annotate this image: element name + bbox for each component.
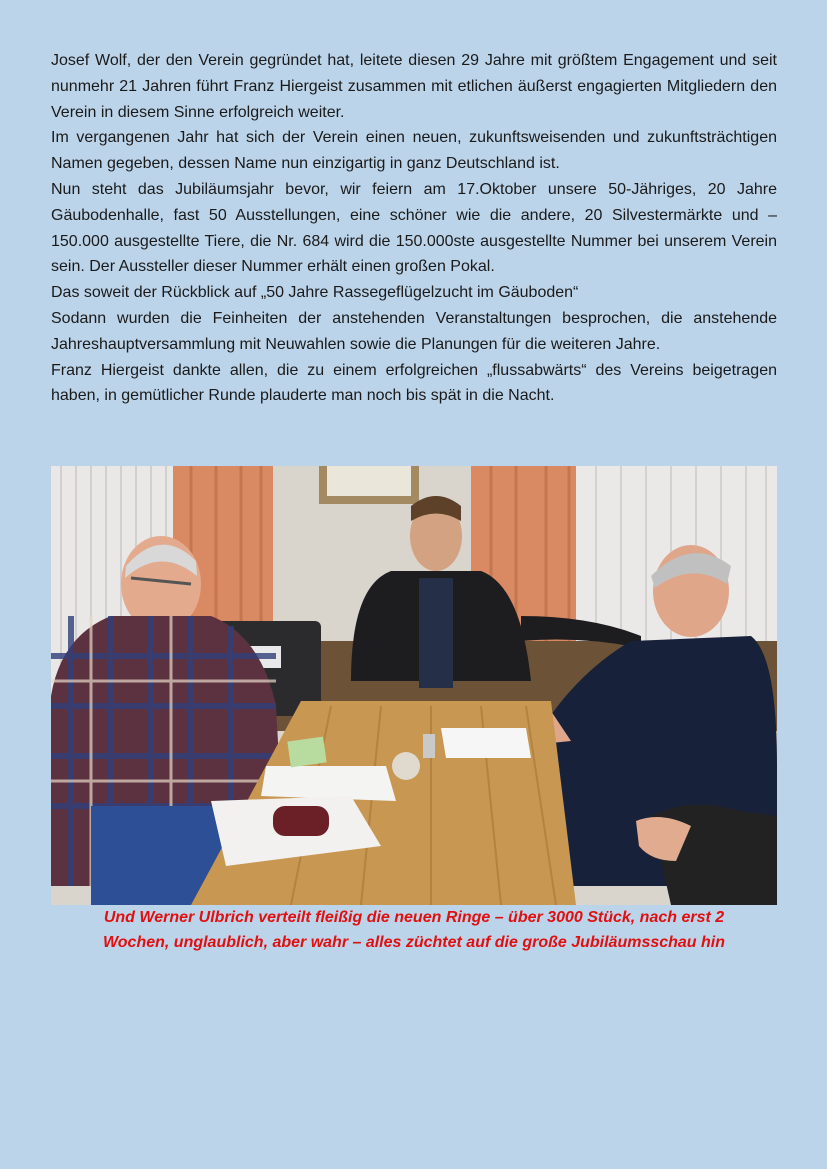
note-paper [287,737,326,768]
meeting-photo-illustration [51,466,777,905]
caption-line-1: Und Werner Ulbrich verteilt fleißig die neuen Ringe – über 3000 Stück, nach erst 2 [103,909,725,926]
glasses-case [273,806,329,836]
glass [392,752,420,780]
paragraph-new-name: Im vergangenen Jahr hat sich der Verein einen neuen, zukunftsweisenden und zukunftsträchtigen Namen gegeben, dessen Name nun einzigartig in ganz Deutschland ist. [51,129,777,173]
papers [261,766,396,801]
paragraph-events: Sodann wurden die Feinheiten der anstehenden Veranstaltungen besprochen, die anstehende Jahreshauptversammlung mit Neuwahlen sowie die Planungen für die weiteren Jahre. [51,309,777,353]
paragraph-founder: Josef Wolf, der den Verein gegründet hat, leitete diesen 29 Jahre mit größtem Engagement und seit nunmehr 21 Jahren führt Franz Hiergeist zusammen mit etlichen äußerst engagierten Mitgliedern den Verein in diesem Sinne erfolgreich weiter. [51,52,777,121]
paragraph-thanks: Franz Hiergeist dankte allen, die zu einem erfolgreichen „flussabwärts“ des Vereins beigetragen haben, in gemütlicher Runde plauderte man noch bis spät in die Nacht. [51,361,777,405]
paragraph-review: Das soweit der Rückblick auf „50 Jahre Rassegeflügelzucht im Gäuboden“ [51,284,579,302]
meeting-photo [51,466,777,905]
photo-caption [51,906,777,955]
caption-line-2: Wochen, unglaublich, aber wahr – alles züchtet auf die große Jubiläumsschau hin [102,933,726,951]
article-body [51,48,777,409]
paragraph-anniversary: Nun steht das Jubiläumsjahr bevor, wir feiern am 17.Oktober unsere 50-Jähriges, 20 Jahre Gäubodenhalle, fast 50 Ausstellungen, eine schöner wie die andere, 20 Silvestermärkte und – 150.000 ausgestellte Tiere, die Nr. 684 wird die 150.000ste ausgestellte Nummer bei unserem Verein sein. Der Aussteller dieser Nummer erhält einen großen Pokal. [51,180,777,276]
salt-shaker [423,734,435,758]
